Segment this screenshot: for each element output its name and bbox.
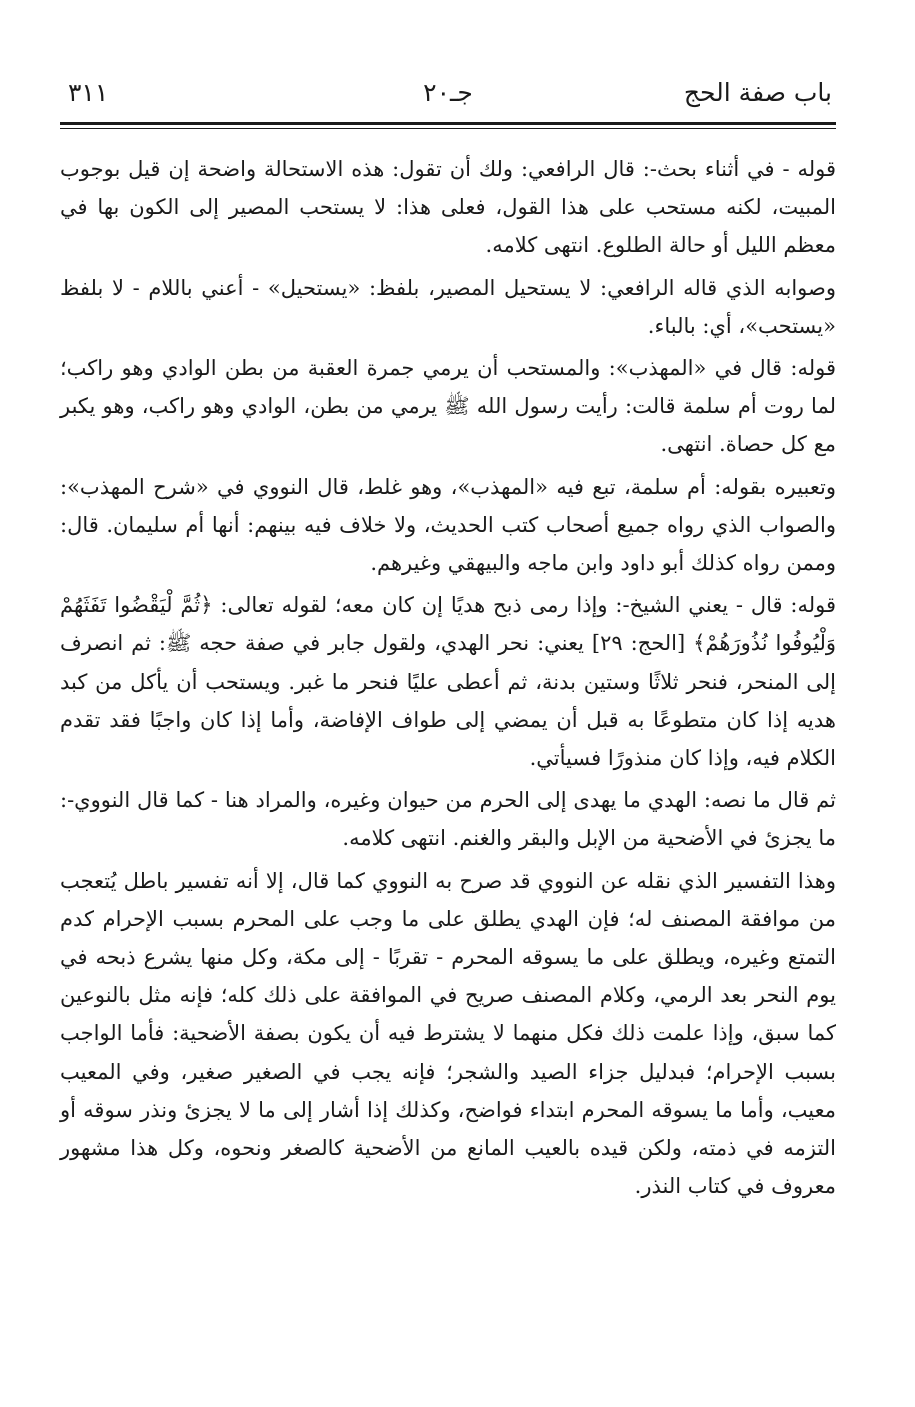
book-page — [60, 0, 836, 1407]
paragraph: ثم قال ما نصه: الهدي ما يهدى إلى الحرم من حيوان وغيره، والمراد هنا - كما قال النووي-: ما يجزئ في الأضحية من الإبل والبقر والغنم. انتهى كلامه. — [60, 788, 836, 851]
paragraph: قوله - في أثناء بحث-: قال الرافعي: ولك أن تقول: هذه الاستحالة واضحة إن قيل بوجوب المبيت، لكنه مستحب على هذا القول، فعلى هذا: لا يستحب المصير إلى الكون بها في معظم الليل أو حالة الطلوع. انتهى كلامه. — [60, 157, 836, 258]
paragraph: قوله: قال في «المهذب»: والمستحب أن يرمي جمرة العقبة من بطن الوادي وهو راكب؛ لما روت أم سلمة قالت: رأيت رسول الله ﷺ يرمي من بطن، الوادي وهو راكب، وهو يكبر مع كل حصاة. انتهى. — [60, 356, 836, 457]
header-rule-thick — [60, 122, 836, 125]
page-number: ٣١١ — [68, 78, 109, 107]
paragraph: وهذا التفسير الذي نقله عن النووي قد صرح به النووي كما قال، إلا أنه تفسير باطل يُتعجب من موافقة المصنف له؛ فإن الهدي يطلق على ما وجب على المحرم بسبب الإحرام كدم التمتع وغيره، ويطلق على ما يسوقه المحرم - تقربًا - إلى مكة، وكل منها يشرع ذبحه في يوم النحر بعد الرمي، وكلام المصنف صريح في الموافقة على ذلك كله؛ فإنه مثل بالنوعين كما سبق، وإذا علمت ذلك فكل منهما لا يشترط فيه أن يكون بصفة الأضحية: فأما الواجب بسبب الإحرام؛ فبدليل جزاء الصيد والشجر؛ فإنه يجب في الصغير صغير، وفي المعيب معيب، وأما ما يسوقه المحرم ابتداء فواضح، وكذلك إذا أشار إلى ما لا يجزئ ونذر سوقه أو التزمه في ذمته، ولكن قيده بالعيب المانع من الأضحية كالصغر ونحوه، وكل هذا مشهور معروف في كتاب النذر. — [60, 868, 837, 1199]
running-header — [60, 78, 836, 118]
chapter-title: باب صفة الحج — [683, 78, 832, 107]
volume-label: جـ٢٠ — [423, 78, 473, 107]
header-rule-thin — [60, 128, 836, 129]
paragraph: قوله: قال - يعني الشيخ-: وإذا رمى ذبح هديًا إن كان معه؛ لقوله تعالى: ﴿ثُمَّ لْيَقْضُوا تَفَثَهُمْ وَلْيُوفُوا نُذُورَهُمْ﴾ [الحج: ٢٩] يعني: نحر الهدي، ولقول جابر في صفة حجه ﷺ: ثم انصرف إلى المنحر، فنحر ثلاثًا وستين بدنة، ثم أعطى عليًا فنحر ما غبر. ويستحب أن يأكل من كبد هديه إذا كان متطوعًا به قبل أن يمضي إلى طواف الإفاضة، وأما إذا كان واجبًا فقد تقدم الكلام فيه، وإذا كان منذورًا فسيأتي. — [60, 593, 837, 771]
page-body — [60, 150, 836, 1209]
paragraph: وصوابه الذي قاله الرافعي: لا يستحيل المصير، بلفظ: «يستحيل» - أعني باللام - لا بلفظ «يستحب»، أي: بالباء. — [60, 275, 836, 338]
paragraph: وتعبيره بقوله: أم سلمة، تبع فيه «المهذب»، وهو غلط، قال النووي في «شرح المهذب»: والصواب الذي رواه جميع أصحاب كتب الحديث، ولا خلاف فيه بينهم: أنها أم سليمان. قال: وممن رواه كذلك أبو داود وابن ماجه والبيهقي وغيرهم. — [60, 474, 836, 576]
